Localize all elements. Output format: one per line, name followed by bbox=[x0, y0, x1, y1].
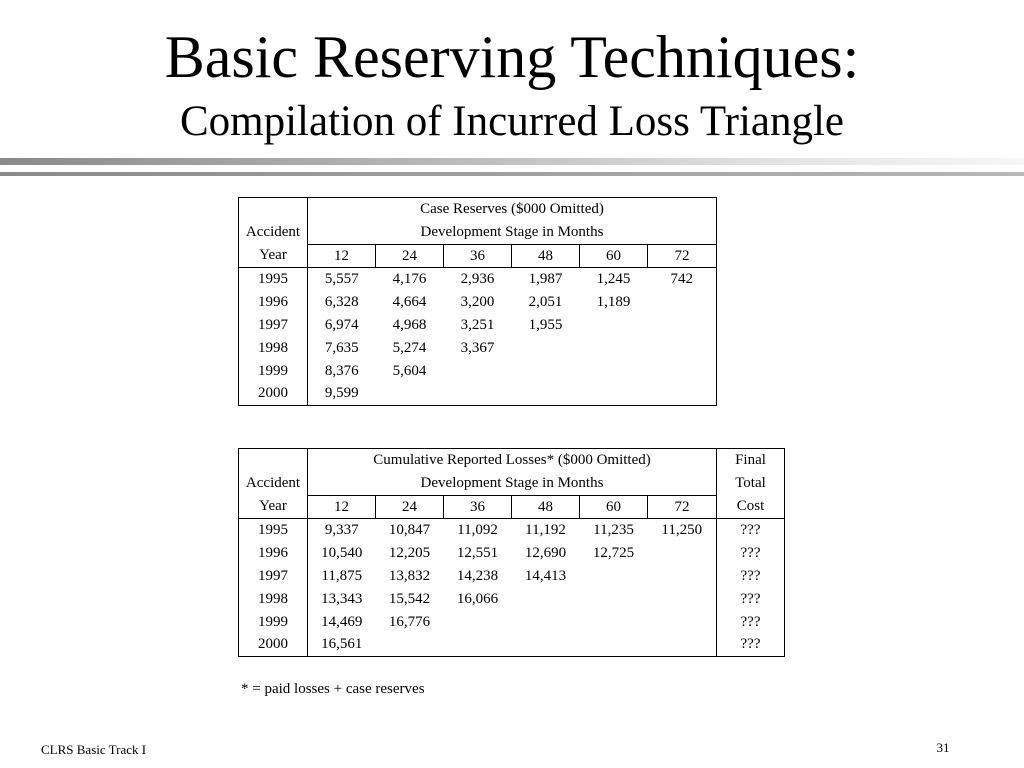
loss-value-cell: 13,832 bbox=[388, 567, 431, 584]
loss-value-cell: 10,847 bbox=[388, 522, 431, 539]
loss-value-cell: 16,776 bbox=[388, 613, 431, 630]
loss-value-cell bbox=[512, 382, 580, 405]
age-header: 72 bbox=[648, 495, 717, 519]
age-header: 60 bbox=[580, 244, 648, 268]
age-header: 12 bbox=[308, 244, 376, 268]
loss-value-cell bbox=[512, 633, 580, 656]
loss-value-cell bbox=[376, 382, 444, 405]
loss-value-cell: 4,664 bbox=[392, 294, 427, 311]
table-row bbox=[239, 565, 785, 588]
age-header: 12 bbox=[308, 495, 376, 519]
accident-label: Accident bbox=[245, 475, 301, 492]
loss-value-cell: 1,987 bbox=[528, 271, 563, 288]
age-header: 36 bbox=[444, 244, 512, 268]
loss-value-cell: 11,250 bbox=[661, 522, 703, 539]
title-divider-thick bbox=[0, 158, 1024, 165]
loss-value-cell: 1,189 bbox=[596, 294, 631, 311]
loss-value-cell bbox=[444, 360, 512, 383]
table-header-row bbox=[239, 495, 785, 519]
loss-value-cell: 5,604 bbox=[392, 362, 427, 379]
final-cost-cell: ??? bbox=[717, 588, 785, 611]
slide-title: Basic Reserving Techniques: bbox=[164, 24, 860, 90]
loss-value-cell: 10,540 bbox=[308, 542, 376, 565]
loss-value-cell: 14,238 bbox=[456, 567, 499, 584]
loss-value-cell bbox=[512, 611, 580, 634]
age-header: 48 bbox=[512, 495, 580, 519]
table-row bbox=[239, 268, 717, 291]
table-row bbox=[239, 360, 717, 383]
loss-value-cell: 14,413 bbox=[524, 567, 567, 584]
loss-value-cell: 3,200 bbox=[460, 294, 495, 311]
accident-year-cell: 1997 bbox=[258, 567, 288, 584]
loss-value-cell: 11,192 bbox=[525, 522, 566, 539]
accident-label: Accident bbox=[245, 224, 301, 241]
table-row bbox=[239, 382, 717, 405]
table-row bbox=[239, 588, 785, 611]
accident-year-cell: 1998 bbox=[258, 590, 288, 607]
loss-value-cell bbox=[580, 314, 648, 337]
table-row bbox=[239, 314, 717, 337]
loss-value-cell bbox=[580, 588, 648, 611]
loss-value-cell bbox=[648, 565, 717, 588]
table-header-row bbox=[239, 198, 717, 221]
loss-value-cell: 2,051 bbox=[528, 294, 563, 311]
loss-value-cell: 5,557 bbox=[308, 268, 376, 291]
accident-year-cell: 1995 bbox=[258, 271, 288, 288]
title-divider-thin bbox=[0, 172, 1024, 176]
final-cost-cell: ??? bbox=[717, 542, 785, 565]
table-row bbox=[239, 337, 717, 360]
final-cost-cell: ??? bbox=[717, 565, 785, 588]
loss-value-cell: 5,274 bbox=[392, 339, 427, 356]
loss-value-cell: 1,955 bbox=[528, 316, 563, 333]
loss-value-cell bbox=[648, 611, 717, 634]
loss-value-cell: 12,205 bbox=[388, 545, 431, 562]
final-cost-cell: ??? bbox=[717, 633, 785, 656]
footer-course-name: CLRS Basic Track I bbox=[41, 742, 147, 757]
loss-value-cell: 12,551 bbox=[456, 545, 499, 562]
loss-value-cell bbox=[648, 382, 717, 405]
loss-value-cell bbox=[512, 337, 580, 360]
accident-year-cell: 2000 bbox=[258, 636, 288, 653]
loss-value-cell: 8,376 bbox=[308, 360, 376, 383]
loss-value-cell bbox=[580, 337, 648, 360]
page-number: 31 bbox=[936, 740, 950, 755]
loss-value-cell: 11,875 bbox=[308, 565, 376, 588]
loss-value-cell bbox=[648, 360, 717, 383]
loss-value-cell: 9,337 bbox=[308, 519, 376, 542]
loss-value-cell: 12,725 bbox=[592, 545, 635, 562]
loss-value-cell: 11,092 bbox=[457, 522, 498, 539]
accident-year-cell: 2000 bbox=[258, 385, 288, 402]
loss-value-cell bbox=[580, 565, 648, 588]
age-header: 24 bbox=[376, 495, 444, 519]
loss-value-cell bbox=[648, 291, 717, 314]
loss-value-cell: 9,599 bbox=[308, 382, 376, 405]
loss-value-cell: 742 bbox=[670, 271, 693, 288]
age-header: 72 bbox=[648, 244, 717, 268]
loss-value-cell bbox=[580, 382, 648, 405]
age-header: 60 bbox=[580, 495, 648, 519]
age-header: 48 bbox=[512, 244, 580, 268]
table-heading: Case Reserves ($000 Omitted) bbox=[308, 198, 717, 221]
loss-value-cell: 14,469 bbox=[308, 611, 376, 634]
age-header: 36 bbox=[444, 495, 512, 519]
loss-value-cell: 4,968 bbox=[392, 316, 427, 333]
loss-value-cell bbox=[648, 542, 717, 565]
loss-value-cell: 11,235 bbox=[593, 522, 634, 539]
table-row bbox=[239, 519, 785, 542]
accident-year-cell: 1997 bbox=[258, 316, 288, 333]
table-row bbox=[239, 633, 785, 656]
loss-value-cell: 6,328 bbox=[308, 291, 376, 314]
loss-value-cell: 12,690 bbox=[524, 545, 567, 562]
accident-year-cell: 1999 bbox=[258, 362, 288, 379]
loss-value-cell bbox=[648, 337, 717, 360]
loss-value-cell bbox=[648, 588, 717, 611]
table-heading: Cumulative Reported Losses* ($000 Omitted) bbox=[308, 449, 717, 472]
accident-year-cell: 1996 bbox=[258, 545, 288, 562]
slide-subtitle: Compilation of Incurred Loss Triangle bbox=[179, 98, 845, 145]
table-subheading: Development Stage in Months bbox=[308, 472, 717, 495]
accident-year-cell: 1998 bbox=[258, 339, 288, 356]
loss-value-cell: 6,974 bbox=[308, 314, 376, 337]
final-cost-header: Cost bbox=[717, 495, 785, 519]
year-label: Year bbox=[239, 244, 308, 268]
table-row bbox=[239, 611, 785, 634]
table-subheading: Development Stage in Months bbox=[308, 221, 717, 244]
loss-value-cell: 16,066 bbox=[456, 590, 499, 607]
loss-value-cell: 2,936 bbox=[460, 271, 495, 288]
loss-value-cell bbox=[376, 633, 444, 656]
loss-value-cell: 15,542 bbox=[388, 590, 431, 607]
accident-year-cell: 1999 bbox=[258, 613, 288, 630]
table-header-row bbox=[239, 244, 717, 268]
table-header-row bbox=[239, 221, 717, 244]
loss-value-cell: 13,343 bbox=[308, 588, 376, 611]
loss-value-cell bbox=[648, 633, 717, 656]
loss-value-cell bbox=[444, 633, 512, 656]
loss-value-cell bbox=[580, 360, 648, 383]
accident-year-cell: 1996 bbox=[258, 294, 288, 311]
final-cost-cell: ??? bbox=[717, 519, 785, 542]
table-header-row bbox=[239, 472, 785, 495]
accident-year-cell: 1995 bbox=[258, 522, 288, 539]
loss-value-cell bbox=[444, 611, 512, 634]
case-reserves-table bbox=[238, 197, 717, 406]
loss-value-cell: 1,245 bbox=[596, 271, 631, 288]
loss-value-cell bbox=[512, 588, 580, 611]
loss-value-cell bbox=[444, 382, 512, 405]
loss-value-cell bbox=[580, 611, 648, 634]
table-row bbox=[239, 542, 785, 565]
table-row bbox=[239, 291, 717, 314]
loss-value-cell bbox=[580, 633, 648, 656]
loss-value-cell: 16,561 bbox=[308, 633, 376, 656]
loss-value-cell bbox=[648, 314, 717, 337]
final-cost-header: Final bbox=[717, 449, 785, 472]
loss-value-cell: 4,176 bbox=[392, 271, 427, 288]
final-cost-header: Total bbox=[717, 472, 785, 495]
table-header-row bbox=[239, 449, 785, 472]
final-cost-cell: ??? bbox=[717, 611, 785, 634]
loss-value-cell: 7,635 bbox=[308, 337, 376, 360]
loss-value-cell: 3,367 bbox=[460, 339, 495, 356]
reported-losses-table bbox=[238, 448, 785, 657]
year-label: Year bbox=[239, 495, 308, 519]
loss-value-cell: 3,251 bbox=[460, 316, 495, 333]
footnote: * = paid losses + case reserves bbox=[241, 681, 425, 697]
age-header: 24 bbox=[376, 244, 444, 268]
loss-value-cell bbox=[512, 360, 580, 383]
